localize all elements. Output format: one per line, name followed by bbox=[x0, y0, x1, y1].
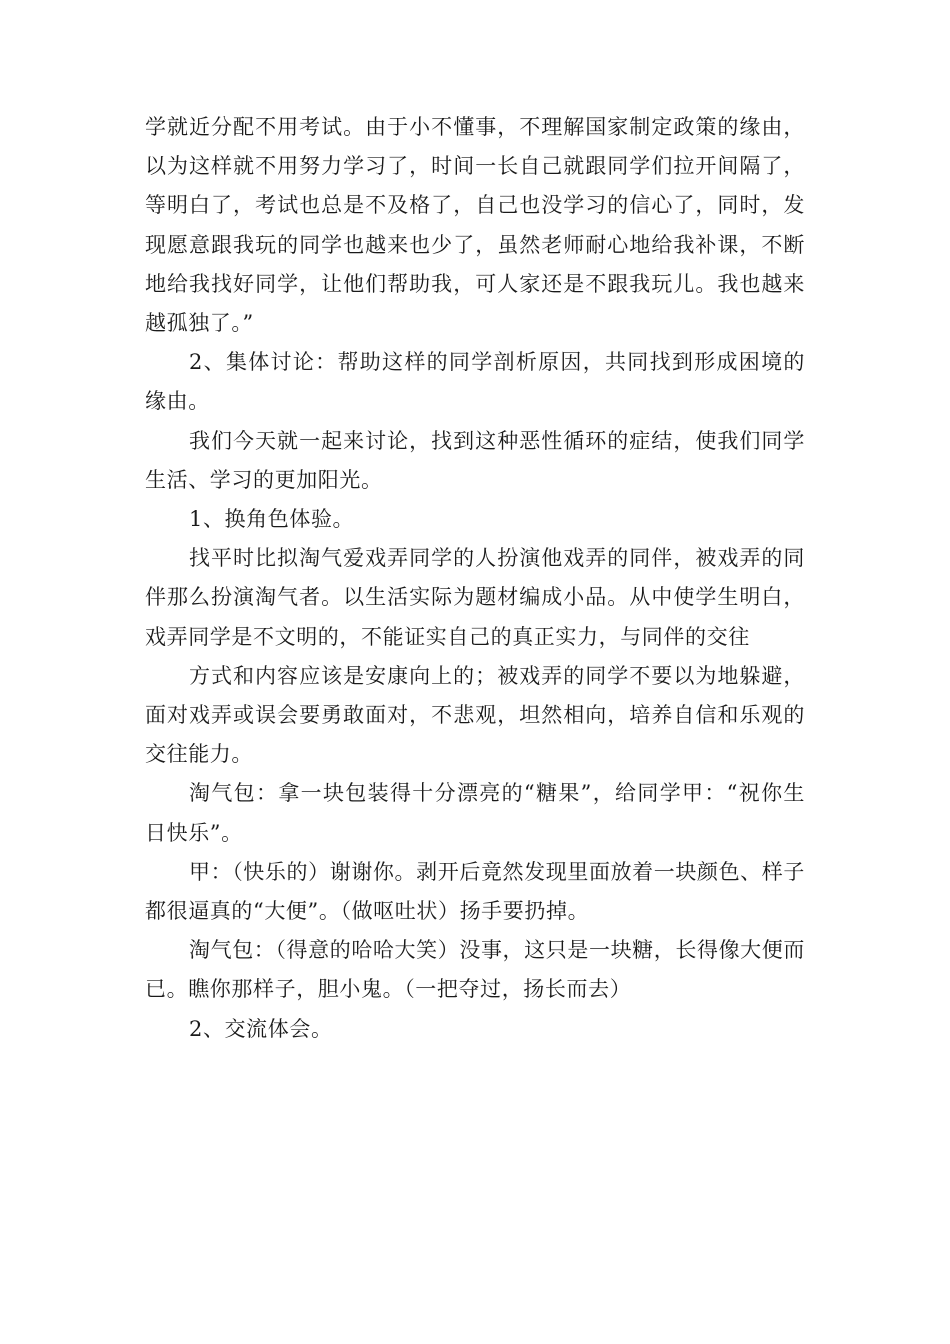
paragraph-3: 我们今天就一起来讨论，找到这种恶性循环的症结，使我们同学生活、学习的更加阳光。 bbox=[145, 428, 805, 492]
paragraph-5: 找平时比拟淘气爱戏弄同学的人扮演他戏弄的同伴，被戏弄的同伴那么扮演淘气者。以生活实际为题材编成小品。从中使学生明白，戏弄同学是不文明的，不能证实自己的真正实力，与同伴的交往 bbox=[145, 546, 805, 649]
paragraph-2: 2、集体讨论：帮助这样的同学剖析原因，共同找到形成困境的缘由。 bbox=[145, 350, 805, 414]
paragraph-7: 淘气包：拿一块包装得十分漂亮的“糖果”，给同学甲：“祝你生日快乐”。 bbox=[145, 781, 805, 845]
paragraph-1: 学就近分配不用考试。由于小不懂事，不理解国家制定政策的缘由，以为这样就不用努力学习了，时间一长自己就跟同学们拉开间隔了，等明白了，考试也总是不及格了，自己也没学习的信心了，同时，发现愿意跟我玩的同学也越来也少了，虽然老师耐心地给我补课，不断地给我找好同学，让他们帮助我，可人家还是不跟我玩儿。我也越来越孤独了。” bbox=[145, 115, 805, 336]
paragraph-8: 甲：（快乐的）谢谢你。剥开后竟然发现里面放着一块颜色、样子都很逼真的“大便”。（做呕吐状）扬手要扔掉。 bbox=[145, 859, 805, 924]
document-body bbox=[145, 108, 805, 1049]
paragraph-4: 1、换角色体验。 bbox=[189, 507, 355, 532]
paragraph-6: 方式和内容应该是安康向上的；被戏弄的同学不要以为地躲避，面对戏弄或误会要勇敢面对，不悲观，坦然相向，培养自信和乐观的交往能力。 bbox=[145, 663, 805, 767]
paragraph-9: 淘气包：（得意的哈哈大笑）没事，这只是一块糖，长得像大便而已。瞧你那样子，胆小鬼。（一把夺过，扬长而去） bbox=[145, 938, 805, 1002]
paragraph-10: 2、交流体会。 bbox=[189, 1016, 333, 1041]
